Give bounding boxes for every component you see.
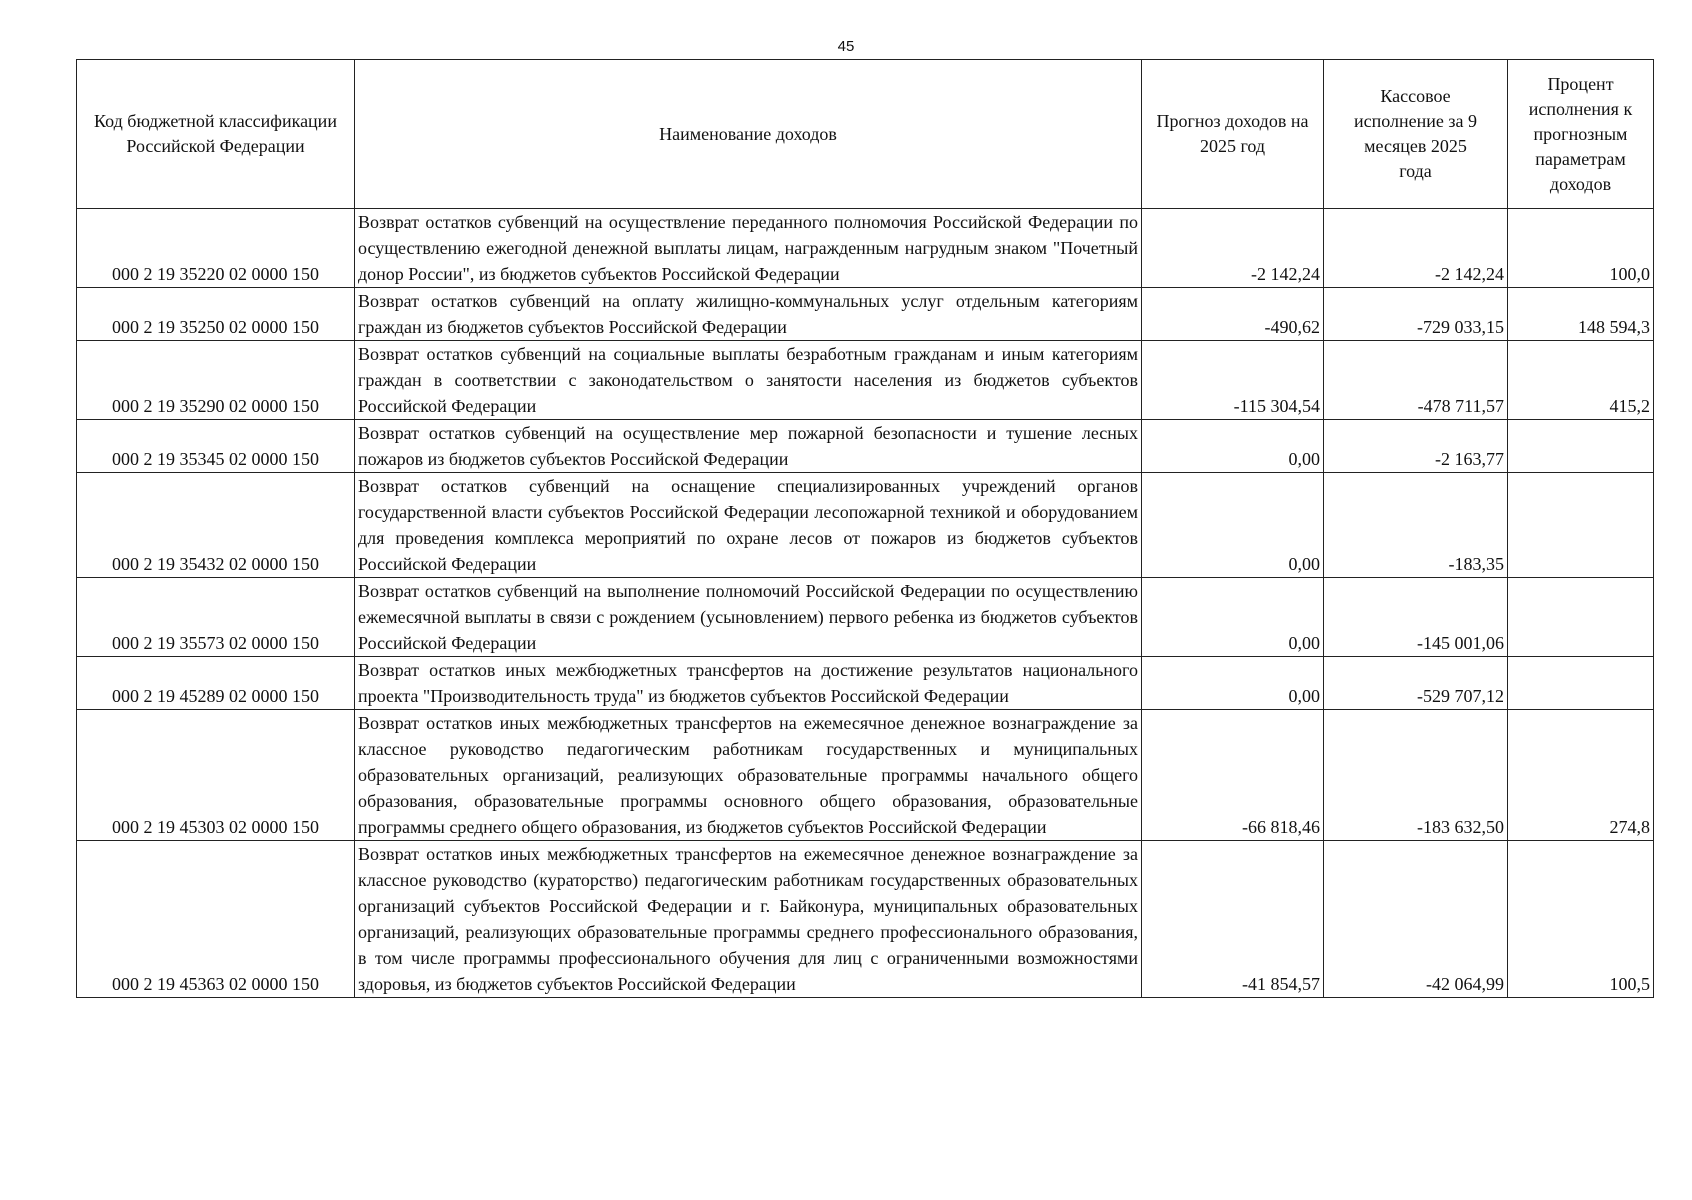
row-percent: [1508, 473, 1654, 578]
revenue-table: [76, 59, 1654, 998]
header-name: Наименование доходов: [355, 60, 1142, 209]
row-forecast: -115 304,54: [1142, 341, 1324, 420]
row-percent: 415,2: [1508, 341, 1654, 420]
row-forecast: -66 818,46: [1142, 710, 1324, 841]
row-executed: -478 711,57: [1324, 341, 1508, 420]
row-forecast: -2 142,24: [1142, 209, 1324, 288]
row-name: Возврат остатков субвенций на оплату жилищно-коммунальных услуг отдельным категориям граждан из бюджетов субъектов Российской Федерации: [355, 288, 1142, 341]
row-executed: -529 707,12: [1324, 657, 1508, 710]
row-percent: [1508, 578, 1654, 657]
row-executed: -729 033,15: [1324, 288, 1508, 341]
table-header-row: [77, 60, 1654, 209]
header-code: Код бюджетной классификации Российской Федерации: [77, 60, 355, 209]
row-percent: 100,0: [1508, 209, 1654, 288]
row-name: Возврат остатков субвенций на осуществление переданного полномочия Российской Федерации по осуществлению ежегодной денежной выплаты лицам, награжденным нагрудным знаком "Почетный донор России", из бюджетов субъектов Российской Федерации: [355, 209, 1142, 288]
row-percent: 100,5: [1508, 841, 1654, 998]
row-code: 000 2 19 35573 02 0000 150: [77, 578, 355, 657]
row-name: Возврат остатков субвенций на выполнение полномочий Российской Федерации по осуществлению ежемесячной выплаты в связи с рождением (усыновлением) первого ребенка из бюджетов субъектов Российской Федерации: [355, 578, 1142, 657]
table-row: [77, 578, 1654, 657]
row-percent: 274,8: [1508, 710, 1654, 841]
row-executed: -183,35: [1324, 473, 1508, 578]
row-forecast: 0,00: [1142, 473, 1324, 578]
row-name: Возврат остатков субвенций на социальные выплаты безработным гражданам и иным категориям граждан в соответствии с законодательством о занятости населения из бюджетов субъектов Российской Федерации: [355, 341, 1142, 420]
row-code: 000 2 19 35345 02 0000 150: [77, 420, 355, 473]
row-code: 000 2 19 35250 02 0000 150: [77, 288, 355, 341]
table-row: [77, 473, 1654, 578]
row-name: Возврат остатков субвенций на оснащение специализированных учреждений органов государственной власти субъектов Российской Федерации лесопожарной техникой и оборудованием для проведения комплекса мероприятий по охране лесов от пожаров из бюджетов субъектов Российской Федерации: [355, 473, 1142, 578]
row-forecast: -41 854,57: [1142, 841, 1324, 998]
row-forecast: 0,00: [1142, 657, 1324, 710]
row-forecast: 0,00: [1142, 420, 1324, 473]
row-percent: [1508, 420, 1654, 473]
table-row: [77, 341, 1654, 420]
row-code: 000 2 19 45363 02 0000 150: [77, 841, 355, 998]
header-forecast: Прогноз доходов на 2025 год: [1142, 60, 1324, 209]
row-executed: -145 001,06: [1324, 578, 1508, 657]
row-executed: -183 632,50: [1324, 710, 1508, 841]
row-name: Возврат остатков иных межбюджетных трансфертов на ежемесячное денежное вознаграждение за классное руководство (кураторство) педагогическим работникам государственных образовательных организаций субъектов Российской Федерации и г. Байконура, муниципальных образовательных организаций, реализующих образовательные программы среднего профессионального образования, в том числе программы профессионального обучения для лиц с ограниченными возможностями здоровья, из бюджетов субъектов Российской Федерации: [355, 841, 1142, 998]
row-forecast: 0,00: [1142, 578, 1324, 657]
row-name: Возврат остатков иных межбюджетных трансфертов на достижение результатов национального проекта "Производительность труда" из бюджетов субъектов Российской Федерации: [355, 657, 1142, 710]
row-code: 000 2 19 35432 02 0000 150: [77, 473, 355, 578]
header-executed: Кассовое исполнение за 9 месяцев 2025 года: [1324, 60, 1508, 209]
table-row: [77, 710, 1654, 841]
row-code: 000 2 19 35290 02 0000 150: [77, 341, 355, 420]
row-name: Возврат остатков субвенций на осуществление мер пожарной безопасности и тушение лесных пожаров из бюджетов субъектов Российской Федерации: [355, 420, 1142, 473]
row-executed: -42 064,99: [1324, 841, 1508, 998]
table-row: [77, 288, 1654, 341]
row-percent: 148 594,3: [1508, 288, 1654, 341]
row-executed: -2 163,77: [1324, 420, 1508, 473]
page-number: 45: [837, 38, 855, 55]
table-row: [77, 209, 1654, 288]
row-executed: -2 142,24: [1324, 209, 1508, 288]
row-percent: [1508, 657, 1654, 710]
table-row: [77, 657, 1654, 710]
table-row: [77, 420, 1654, 473]
row-name: Возврат остатков иных межбюджетных трансфертов на ежемесячное денежное вознаграждение за классное руководство педагогическим работникам государственных и муниципальных образовательных организаций, реализующих образовательные программы начального общего образования, образовательные программы основного общего образования, образовательные программы среднего общего образования, из бюджетов субъектов Российской Федерации: [355, 710, 1142, 841]
row-code: 000 2 19 45289 02 0000 150: [77, 657, 355, 710]
row-forecast: -490,62: [1142, 288, 1324, 341]
header-percent: Процент исполнения к прогнозным параметрам доходов: [1508, 60, 1654, 209]
row-code: 000 2 19 45303 02 0000 150: [77, 710, 355, 841]
row-code: 000 2 19 35220 02 0000 150: [77, 209, 355, 288]
table-row: [77, 841, 1654, 998]
